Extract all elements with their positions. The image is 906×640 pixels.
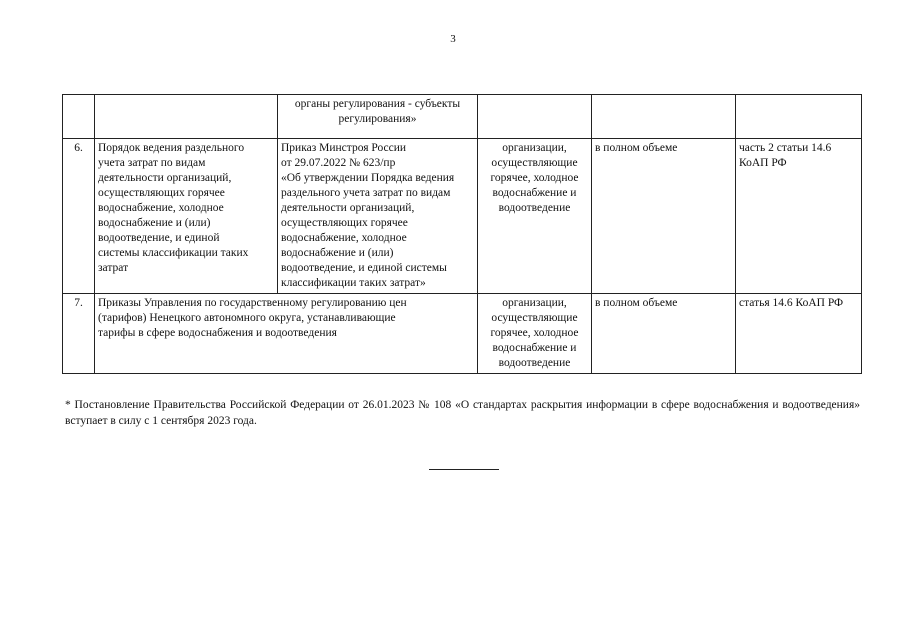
requirement-title-cell: Порядок ведения раздельного учета затрат по видам деятельности организаций, осуществляющих горячее водоснабжение, холодное водоснабжение и (или) водоотведение, и единой системы классификации таких затрат xyxy=(95,139,278,294)
row-number-cell: 7. xyxy=(63,294,95,374)
scope-cell: в полном объеме xyxy=(592,294,736,374)
scope-cell xyxy=(592,95,736,139)
table-row xyxy=(63,139,862,294)
legal-act-cell: Приказ Минстроя России от 29.07.2022 № 623/пр «Об утверждении Порядка ведения раздельного учета затрат по видам деятельности организаций, осуществляющих горячее водоснабжение, холодное водоснабжение и (или) водоотведение, и единой системы классификации таких затрат» xyxy=(278,139,478,294)
table-row xyxy=(63,294,862,374)
liability-cell xyxy=(736,95,862,139)
requirement-title-cell xyxy=(95,95,278,139)
liability-cell: часть 2 статьи 14.6 КоАП РФ xyxy=(736,139,862,294)
row-number-cell: 6. xyxy=(63,139,95,294)
requirements-table xyxy=(62,94,862,374)
table-row xyxy=(63,95,862,139)
liability-cell: статья 14.6 КоАП РФ xyxy=(736,294,862,374)
subjects-cell: организации, осуществляющие горячее, холодное водоснабжение и водоотведение xyxy=(478,139,592,294)
scope-cell: в полном объеме xyxy=(592,139,736,294)
requirement-title-cell: Приказы Управления по государственному регулированию цен (тарифов) Ненецкого автономного округа, устанавливающие тарифы в сфере водоснабжения и водоотведения xyxy=(95,294,478,374)
footnote: * Постановление Правительства Российской Федерации от 26.01.2023 № 108 «О стандартах раскрытия информации в сфере водоснабжения и водоотведения» вступает в силу с 1 сентября 2023 года. xyxy=(65,399,860,427)
subjects-cell xyxy=(478,95,592,139)
end-divider xyxy=(429,469,499,470)
page-number: 3 xyxy=(450,33,456,45)
subjects-cell: организации, осуществляющие горячее, холодное водоснабжение и водоотведение xyxy=(478,294,592,374)
legal-act-cell: органы регулирования - субъекты регулирования» xyxy=(278,95,478,139)
row-number-cell xyxy=(63,95,95,139)
